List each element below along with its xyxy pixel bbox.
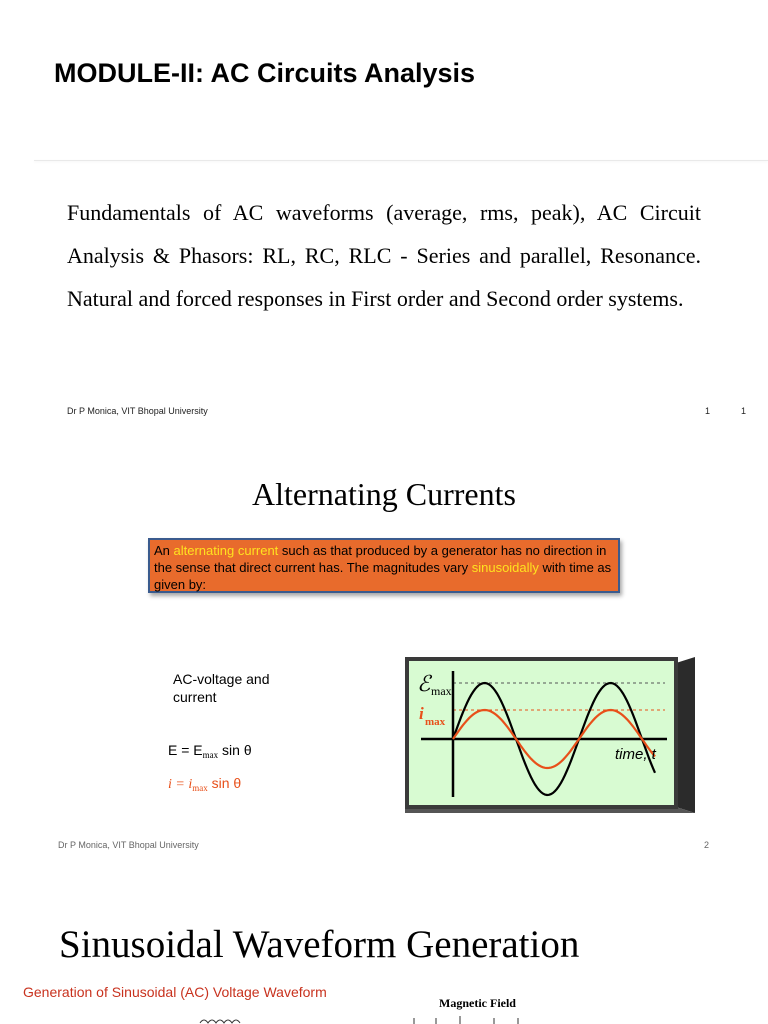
voltage-equation [168, 742, 252, 760]
callout-highlight-term: sinusoidally [471, 560, 539, 575]
slide-footer: Dr P Monica, VIT Bhopal University [67, 406, 208, 416]
slide-footer: Dr P Monica, VIT Bhopal University [58, 840, 199, 850]
page-number: 2 [704, 840, 710, 850]
callout-text: An [154, 543, 174, 558]
module-syllabus-text: Fundamentals of AC waveforms (average, rms, peak), AC Circuit Analysis & Phasors: RL, RC, RLC - Series and parallel, Resonance. Natural and forced responses in First order and Second order systems. [67, 200, 701, 311]
equation-rhs: sin θ [207, 775, 242, 791]
magnetic-field-label: Magnetic Field [439, 996, 516, 1010]
slide-title: Alternating Currents [252, 476, 516, 512]
slide-title: Sinusoidal Waveform Generation [59, 923, 580, 966]
callout-text: such as that produced by a generator has no direction in the sense that direct current has. The magnitudes vary [154, 543, 607, 575]
equation-subscript: max [192, 783, 208, 793]
imax-symbol: i [419, 704, 424, 723]
figure-caption: Generation of Sinusoidal (AC) Voltage Waveform [23, 984, 327, 1000]
imax-subscript: max [425, 716, 446, 728]
slide-divider [34, 160, 768, 161]
emax-subscript: max [431, 684, 452, 698]
equation-lhs: E = E [168, 742, 203, 758]
module-title: MODULE-II: AC Circuits Analysis [54, 58, 476, 88]
page-number: 1 [741, 406, 747, 416]
coil-icon [200, 1020, 240, 1023]
time-axis-label: time, t [615, 746, 656, 763]
ac-voltage-current-label: AC-voltage and current [173, 671, 270, 705]
equation-mid: = i [171, 777, 193, 792]
emax-symbol: ℰ [417, 671, 431, 696]
figure-frame-side [676, 657, 695, 813]
callout-highlight-term: alternating current [173, 543, 279, 558]
equation-rhs: sin θ [218, 742, 252, 758]
generator-diagram-partial [180, 1010, 740, 1024]
current-equation [168, 775, 241, 793]
definition-callout [148, 538, 620, 593]
slide-number: 1 [705, 406, 711, 416]
callout-text: with time as given by: [154, 560, 612, 592]
sine-wave-figure [405, 657, 695, 813]
equation-lhs: i [168, 777, 172, 792]
equation-subscript: max [202, 750, 219, 760]
